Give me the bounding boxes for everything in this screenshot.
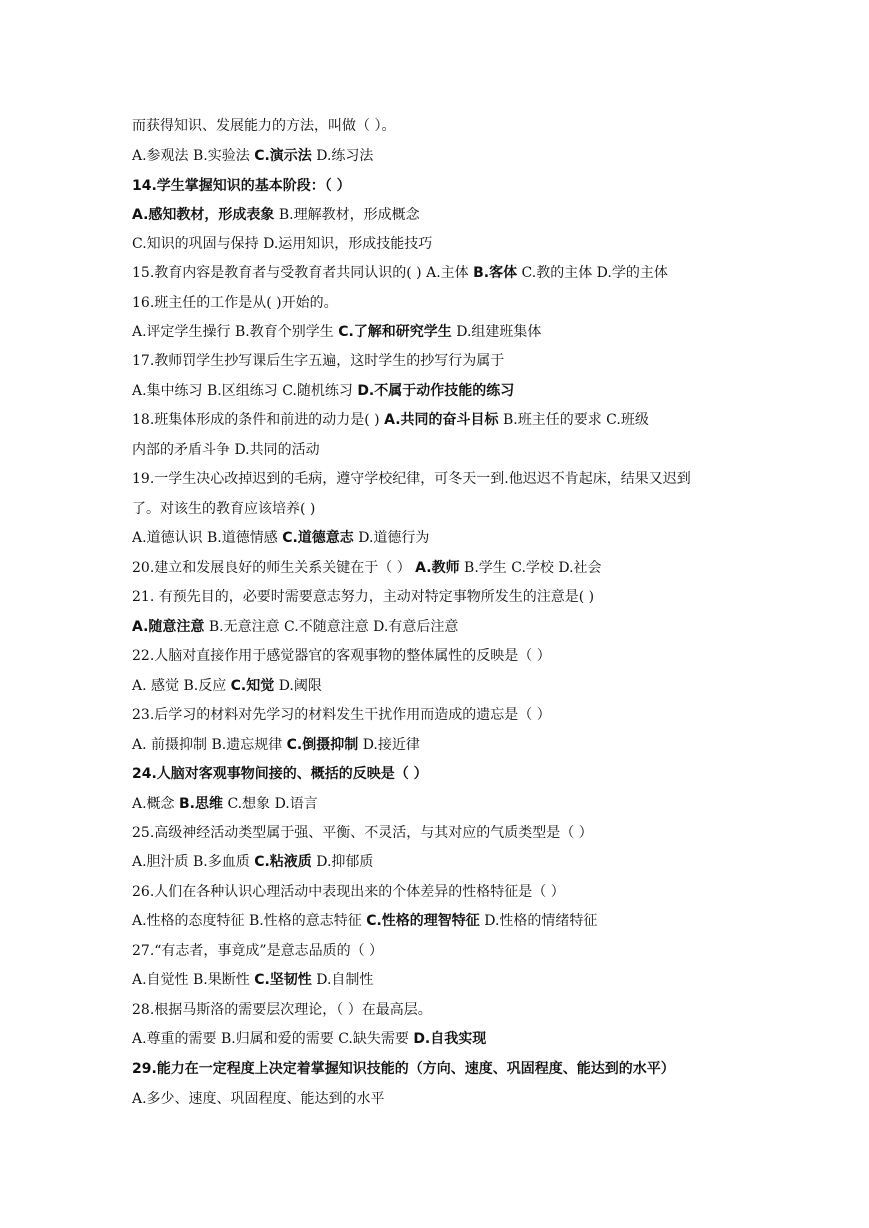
question-text: 了。对该生的教育应该培养( ) (132, 501, 316, 517)
question-text: D.道德行为 (353, 530, 430, 546)
text-line (132, 735, 742, 755)
text-line (132, 646, 742, 666)
question-text: 26.人们在各种认识心理活动中表现出来的个体差异的性格特征是（ ） (132, 884, 565, 900)
answer-text: C.了解和研究学生 (338, 324, 452, 340)
answer-text: A.共同的奋斗目标 (384, 412, 499, 428)
question-text: D.阈限 (274, 678, 322, 694)
answer-text: C.坚韧性 (254, 972, 312, 988)
question-text: D.抑郁质 (311, 854, 374, 870)
text-line (132, 882, 742, 902)
question-text: D.接近律 (358, 737, 420, 753)
answer-text: 14.学生掌握知识的基本阶段：（ ） (132, 178, 351, 194)
text-line (132, 263, 742, 283)
text-line (132, 440, 742, 460)
text-line (132, 1000, 742, 1020)
answer-text: A.随意注意 (132, 619, 205, 635)
text-line (132, 823, 742, 843)
answer-text: A.感知教材，形成表象 (132, 207, 275, 223)
text-line (132, 764, 742, 784)
question-text: 内部的矛盾斗争 D.共同的活动 (132, 442, 320, 458)
answer-text: B.思维 (179, 796, 224, 812)
question-text: A.多少、速度、巩固程度、能达到的水平 (132, 1091, 385, 1107)
question-text: 21. 有预先目的，必要时需要意志努力，主动对特定事物所发生的注意是( ) (132, 589, 595, 605)
question-text: A. 感觉 B.反应 (132, 678, 231, 694)
text-line (132, 911, 742, 931)
question-text: 15.教育内容是教育者与受教育者共同认识的( ) A.主体 (132, 265, 474, 281)
text-line (132, 558, 742, 578)
question-text: A.参观法 B.实验法 (132, 148, 255, 164)
text-line (132, 146, 742, 166)
text-line (132, 528, 742, 548)
text-line (132, 794, 742, 814)
text-line (132, 499, 742, 519)
text-line (132, 381, 742, 401)
answer-text: B.客体 (473, 265, 518, 281)
question-text: 22.人脑对直接作用于感觉器官的客观事物的整体属性的反映是（ ） (132, 648, 551, 664)
question-text: 28.根据马斯洛的需要层次理论，（ ）在最高层。 (132, 1002, 432, 1018)
question-text: C.教的主体 D.学的主体 (517, 265, 668, 281)
text-line (132, 293, 742, 313)
text-line (132, 1089, 742, 1109)
question-text: D.自制性 (311, 972, 374, 988)
question-text: B.学生 C.学校 D.社会 (459, 560, 602, 576)
question-text: 17.教师罚学生抄写课后生字五遍，这时学生的抄写行为属于 (132, 353, 505, 369)
text-line (132, 234, 742, 254)
answer-text: A.教师 (415, 560, 460, 576)
answer-text: 24.人脑对客观事物间接的、概括的反映是（ ） (132, 766, 428, 782)
answer-text: C.道德意志 (282, 530, 354, 546)
question-text: A.道德认识 B.道德情感 (132, 530, 283, 546)
question-text: A.概念 (132, 796, 180, 812)
text-line (132, 410, 742, 430)
answer-text: D.自我实现 (413, 1031, 487, 1047)
answer-text: 29.能力在一定程度上决定着掌握知识技能的（方向、速度、巩固程度、能达到的水平） (132, 1061, 675, 1077)
question-text: D.练习法 (311, 148, 374, 164)
text-line (132, 941, 742, 961)
answer-text: C.倒摄抑制 (286, 737, 359, 753)
question-text: C.知识的巩固与保持 D.运用知识，形成技能技巧 (132, 236, 433, 252)
question-text: 25.高级神经活动类型属于强、平衡、不灵活，与其对应的气质类型是（ ） (132, 825, 593, 841)
question-text: D.组建班集体 (451, 324, 542, 340)
question-text: B.无意注意 C.不随意注意 D.有意后注意 (204, 619, 459, 635)
text-line (132, 970, 742, 990)
text-line (132, 116, 742, 136)
answer-text: C.知觉 (230, 678, 275, 694)
question-text: 27.“有志者，事竟成”是意志品质的（ ） (132, 943, 384, 959)
text-line (132, 587, 742, 607)
question-text: B.班主任的要求 C.班级 (498, 412, 649, 428)
question-text: A.评定学生操行 B.教育个别学生 (132, 324, 339, 340)
question-text: 18.班集体形成的条件和前进的动力是( ) (132, 412, 385, 428)
question-text: A. 前摄抑制 B.遗忘规律 (132, 737, 287, 753)
question-text: B.理解教材，形成概念 (274, 207, 420, 223)
text-line (132, 469, 742, 489)
question-text: 20.建立和发展良好的师生关系关键在于（ ） (132, 560, 416, 576)
question-text: D.性格的情绪特征 (479, 913, 598, 929)
text-line (132, 322, 742, 342)
question-text: A.胆汁质 B.多血质 (132, 854, 255, 870)
question-text: 23.后学习的材料对先学习的材料发生干扰作用而造成的遗忘是（ ） (132, 707, 551, 723)
text-line (132, 205, 742, 225)
question-text: A.尊重的需要 B.归属和爱的需要 C.缺失需要 (132, 1031, 414, 1047)
text-line (132, 176, 742, 196)
answer-text: C.演示法 (254, 148, 312, 164)
question-text: A.集中练习 B.区组练习 C.随机练习 (132, 383, 358, 399)
text-line (132, 705, 742, 725)
text-line (132, 1029, 742, 1049)
question-text: 19.一学生决心改掉迟到的毛病，遵守学校纪律，可冬天一到.他迟迟不肯起床，结果又迟到 (132, 471, 691, 487)
question-text: A.自觉性 B.果断性 (132, 972, 255, 988)
answer-text: C.性格的理智特征 (366, 913, 480, 929)
text-line (132, 617, 742, 637)
question-text: 16.班主任的工作是从( )开始的。 (132, 295, 338, 311)
answer-text: D.不属于动作技能的练习 (357, 383, 515, 399)
text-line (132, 676, 742, 696)
text-line (132, 351, 742, 371)
question-text: A.性格的态度特征 B.性格的意志特征 (132, 913, 367, 929)
text-line (132, 852, 742, 872)
text-line (132, 1059, 742, 1079)
question-text: C.想象 D.语言 (223, 796, 318, 812)
answer-text: C.粘液质 (254, 854, 312, 870)
question-text: 而获得知识、发展能力的方法，叫做（ ）。 (132, 118, 396, 134)
